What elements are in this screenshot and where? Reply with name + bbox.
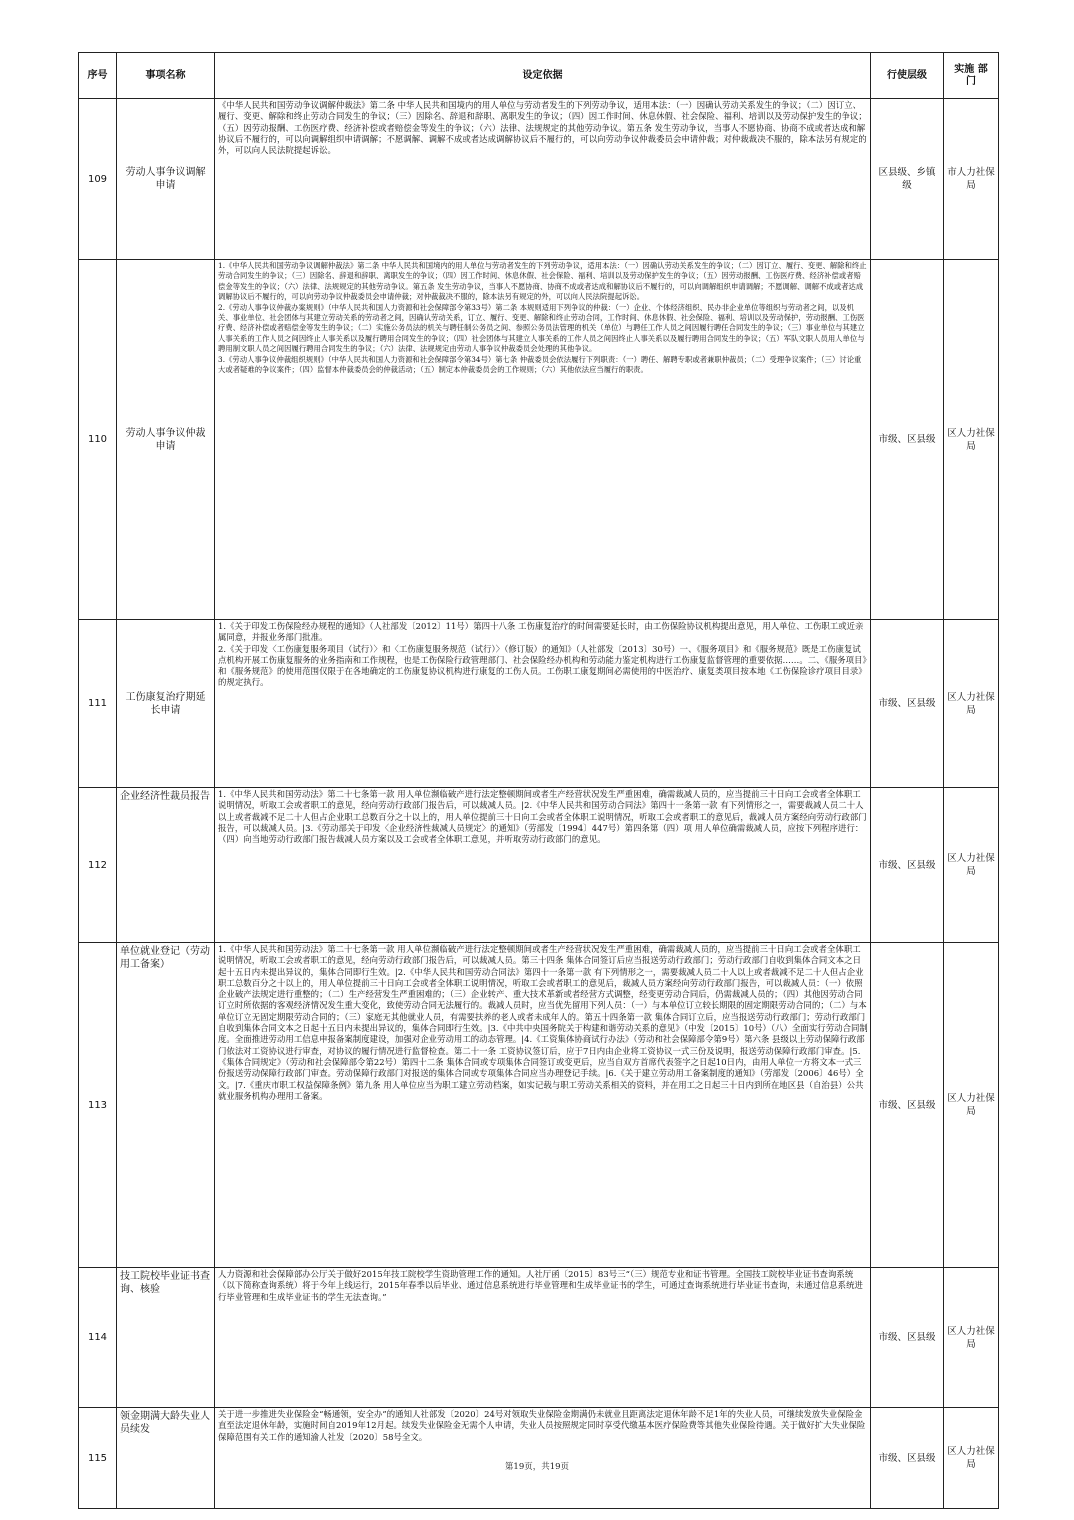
- header-row: [79, 53, 999, 99]
- item-name: 劳动人事争议仲裁申请: [117, 260, 215, 620]
- row-number: 115: [79, 1408, 117, 1509]
- row-number: 112: [79, 788, 117, 943]
- item-name: 劳动人事争议调解申请: [117, 99, 215, 260]
- item-basis: 1.《关于印发工伤保险经办规程的通知》（人社部发〔2012〕11号）第四十八条 工伤康复治疗的时间需要延长时，由工伤保险协议机构提出意见，用人单位、工伤职工或近亲属同意，并报业务部门批准。 2.《关于印发〈工伤康复服务项目（试行）〉和〈工伤康复服务规范（试行）〉（修订版）的通知》（人社部发〔2013〕30号）一、《服务项目》和《服务规范》既是工伤康复试点机构开展工伤康复服务的业务指南和工作规程，也是工伤保险行政管理部门、社会保险经办机构和劳动能力鉴定机构进行工伤康复监督管理的重要依据……。二、《服务项目》和《服务规范》的使用范围仅限于在各地确定的工伤康复协议机构进行康复的工伤人员。工伤职工康复期间必需使用的中医治疗、康复类项目按本地《工伤保险诊疗项目目录》的规定执行。: [215, 620, 871, 788]
- col-header-level: 行使层级: [871, 53, 944, 99]
- item-level: 市级、区县级: [871, 1408, 944, 1509]
- item-dept: 区人力社保局: [944, 788, 999, 943]
- table-row: [79, 99, 999, 260]
- item-dept: 区人力社保局: [944, 943, 999, 1268]
- col-header-basis: 设定依据: [215, 53, 871, 99]
- col-header-no: 序号: [79, 53, 117, 99]
- item-level: 市级、区县级: [871, 788, 944, 943]
- item-level: 市级、区县级: [871, 1268, 944, 1408]
- row-number: 114: [79, 1268, 117, 1408]
- item-basis: 人力资源和社会保障部办公厅关于做好2015年技工院校学生资助管理工作的通知。人社厅函〔2015〕83号三“（三）规范专业和证书管理。全国技工院校毕业证书查询系统（以下简称查询系统）将于今年上线运行，2015年春季以后毕业、通过信息系统进行毕业管理和生成毕业证书的学生，可通过查询系统进行毕业证书查询，未通过信息系统进行毕业管理和生成毕业证书的学生无法查询。”: [215, 1268, 871, 1408]
- table-row: [79, 1408, 999, 1509]
- item-name: 工伤康复治疗期延长申请: [117, 620, 215, 788]
- row-number: 111: [79, 620, 117, 788]
- row-number: 113: [79, 943, 117, 1268]
- item-level: 市级、区县级: [871, 620, 944, 788]
- item-basis: 关于进一步推进失业保险金“畅通领，安全办”的通知人社部发〔2020〕24号对领取失业保险金期满仍未就业且距离法定退休年龄不足1年的失业人员，可继续发放失业保险金直至法定退休年龄，实施时间自2019年12月起。续发失业保险金无需个人申请，失业人员按照规定同时享受代缴基本医疗保险费等其他失业保险待遇。关于做好扩大失业保险保障范围有关工作的通知渝人社发〔2020〕58号全文。: [215, 1408, 871, 1509]
- item-level: 区县级、乡镇级: [871, 99, 944, 260]
- item-dept: 市人力社保局: [944, 99, 999, 260]
- col-header-name: 事项名称: [117, 53, 215, 99]
- items-table: [78, 52, 999, 1509]
- table-row: [79, 788, 999, 943]
- item-name: 领金期满大龄失业人员续发: [117, 1408, 215, 1509]
- table-row: [79, 1268, 999, 1408]
- row-number: 110: [79, 260, 117, 620]
- item-dept: 区人力社保局: [944, 1268, 999, 1408]
- item-basis: 1.《中华人民共和国劳动争议调解仲裁法》第二条 中华人民共和国境内的用人单位与劳动者发生的下列劳动争议，适用本法：（一）因确认劳动关系发生的争议；（二）因订立、履行、变更、解除和终止劳动合同发生的争议；（三）因除名、辞退和辞职、离职发生的争议；（四）因工作时间、休息休假、社会保险、福利、培训以及劳动保护发生的争议；（五）因劳动报酬、工伤医疗费、经济补偿或者赔偿金等发生的争议；（六）法律、法规规定的其他劳动争议。第五条 发生劳动争议，当事人不愿协商、协商不成或者达成和解协议后不履行的，可以向调解组织申请调解；不愿调解、调解不成或者达成调解协议后不履行的，可以向劳动争议仲裁委员会申请仲裁；对仲裁裁决不服的，除本法另有规定的外，可以向人民法院提起诉讼。 2.《劳动人事争议仲裁办案规则》（中华人民共和国人力资源和社会保障部令第33号）第二条 本规则适用下列争议的仲裁：（一）企业、个体经济组织、民办非企业单位等组织与劳动者之间，以及机关、事业单位、社会团体与其建立劳动关系的劳动者之间，因确认劳动关系，订立、履行、变更、解除和终止劳动合同，工作时间、休息休假、社会保险、福利、培训以及劳动保护，劳动报酬、工伤医疗费、经济补偿或者赔偿金等发生的争议；（二）实施公务员法的机关与聘任制公务员之间、参照公务员法管理的机关（单位）与聘任工作人员之间因履行聘任合同发生的争议；（三）事业单位与其建立人事关系的工作人员之间因终止人事关系以及履行聘用合同发生的争议；（四）社会团体与其建立人事关系的工作人员之间因终止人事关系以及履行聘用合同发生的争议；（五）军队文职人员用人单位与聘用制文职人员之间因履行聘用合同发生的争议；（六）法律、法规规定由劳动人事争议仲裁委员会处理的其他争议。 3.《劳动人事争议仲裁组织规则》（中华人民共和国人力资源和社会保障部令第34号）第七条 仲裁委员会依法履行下列职责：（一）聘任、解聘专职或者兼职仲裁员；（二）受理争议案件；（三）讨论重大或者疑难的争议案件；（四）监督本仲裁委员会的仲裁活动；（五）制定本仲裁委员会的工作规则；（六）其他依法应当履行的职责。: [215, 260, 871, 620]
- item-name: 技工院校毕业证书查询、核验: [117, 1268, 215, 1408]
- item-level: 市级、区县级: [871, 943, 944, 1268]
- item-basis: 1.《中华人民共和国劳动法》第二十七条第一款 用人单位濒临破产进行法定整顿期间或者生产经营状况发生严重困难，确需裁减人员的，应当提前三十日向工会或者全体职工说明情况，听取工会或者职工的意见，经向劳动行政部门报告后，可以裁减人员。|2.《中华人民共和国劳动合同法》第四十一条第一款 有下列情形之一，需要裁减人员二十人以上或者裁减不足二十人但占企业职工总数百分之十以上的，用人单位提前三十日向工会或者全体职工说明情况，听取工会或者职工的意见后，裁减人员方案经向劳动行政部门报告，可以裁减人员。|3.《劳动部关于印发〈企业经济性裁减人员规定〉的通知》（劳部发〔1994〕447号）第四条第（四）项 用人单位确需裁减人员，应按下列程序进行：（四）向当地劳动行政部门报告裁减人员方案以及工会或者全体职工意见，并听取劳动行政部门的意见。: [215, 788, 871, 943]
- item-dept: 区人力社保局: [944, 1408, 999, 1509]
- item-basis: 1.《中华人民共和国劳动法》第二十七条第一款 用人单位濒临破产进行法定整顿期间或者生产经营状况发生严重困难，确需裁减人员的，应当提前三十日向工会或者全体职工说明情况，听取工会或者职工的意见，经向劳动行政部门报告后，可以裁减人员。第三十四条 集体合同签订后应当报送劳动行政部门；劳动行政部门自收到集体合同文本之日起十五日内未提出异议的，集体合同即行生效。|2.《中华人民共和国劳动合同法》第四十一条第一款 有下列情形之一，需要裁减人员二十人以上或者裁减不足二十人但占企业职工总数百分之十以上的，用人单位提前三十日向工会或者全体职工说明情况，听取工会或者职工的意见后，裁减人员方案经向劳动行政部门报告，可以裁减人员：（一）依照企业破产法规定进行重整的；（二）生产经营发生严重困难的；（三）企业转产、重大技术革新或者经营方式调整，经变更劳动合同后，仍需裁减人员的；（四）其他因劳动合同订立时所依据的客观经济情况发生重大变化，致使劳动合同无法履行的。裁减人员时，应当优先留用下列人员：（一）与本单位订立较长期限的固定期限劳动合同的；（二）与本单位订立无固定期限劳动合同的；（三）家庭无其他就业人员，有需要扶养的老人或者未成年人的。第五十四条第一款 集体合同订立后，应当报送劳动行政部门；劳动行政部门自收到集体合同文本之日起十五日内未提出异议的，集体合同即行生效。|3.《中共中央国务院关于构建和谐劳动关系的意见》（中发〔2015〕10号）（八）全面实行劳动合同制度。全面推进劳动用工信息申报备案制度建设，加强对企业劳动用工的动态管理。|4.《工资集体协商试行办法》（劳动和社会保障部令第9号）第六条 县级以上劳动保障行政部门依法对工资协议进行审查，对协议的履行情况进行监督检查。第二十一条 工资协议签订后，应于7日内由企业将工资协议一式三份及说明，报送劳动保障行政部门审查。|5.《集体合同规定》（劳动和社会保障部令第22号）第四十二条 集体合同或专项集体合同签订或变更后，应当自双方首席代表签字之日起10日内，由用人单位一方将文本一式三份报送劳动保障行政部门审查。劳动保障行政部门对报送的集体合同或专项集体合同应当办理登记手续。|6.《关于建立劳动用工备案制度的通知》（劳部发〔2006〕46号）全文。|7.《重庆市职工权益保障条例》第九条 用人单位应当为职工建立劳动档案，如实记载与职工劳动关系相关的资料，并在用工之日起三十日内到所在地区县（自治县）公共就业服务机构办理用工备案。: [215, 943, 871, 1268]
- col-header-dept: 实施 部门: [944, 53, 999, 99]
- item-dept: 区人力社保局: [944, 620, 999, 788]
- item-name: 单位就业登记（劳动用工备案）: [117, 943, 215, 1268]
- item-level: 市级、区县级: [871, 260, 944, 620]
- table-row: [79, 620, 999, 788]
- table-row: [79, 943, 999, 1268]
- row-number: 109: [79, 99, 117, 260]
- table-row: [79, 260, 999, 620]
- item-name: 企业经济性裁员报告: [117, 788, 215, 943]
- page-footer: 第19页，共19页: [504, 1462, 570, 1472]
- item-basis: 《中华人民共和国劳动争议调解仲裁法》第二条 中华人民共和国境内的用人单位与劳动者发生的下列劳动争议，适用本法：（一）因确认劳动关系发生的争议；（二）因订立、履行、变更、解除和终止劳动合同发生的争议；（三）因除名、辞退和辞职、离职发生的争议；（四）因工作时间、休息休假、社会保险、福利、培训以及劳动保护发生的争议；（五）因劳动报酬、工伤医疗费、经济补偿或者赔偿金等发生的争议；（六）法律、法规规定的其他劳动争议。第五条 发生劳动争议，当事人不愿协商、协商不成或者达成和解协议后不履行的，可以向调解组织申请调解；不愿调解、调解不成或者达成调解协议后不履行的，可以向劳动争议仲裁委员会申请仲裁；对仲裁裁决不服的，除本法另有规定的外，可以向人民法院提起诉讼。: [215, 99, 871, 260]
- item-dept: 区人力社保局: [944, 260, 999, 620]
